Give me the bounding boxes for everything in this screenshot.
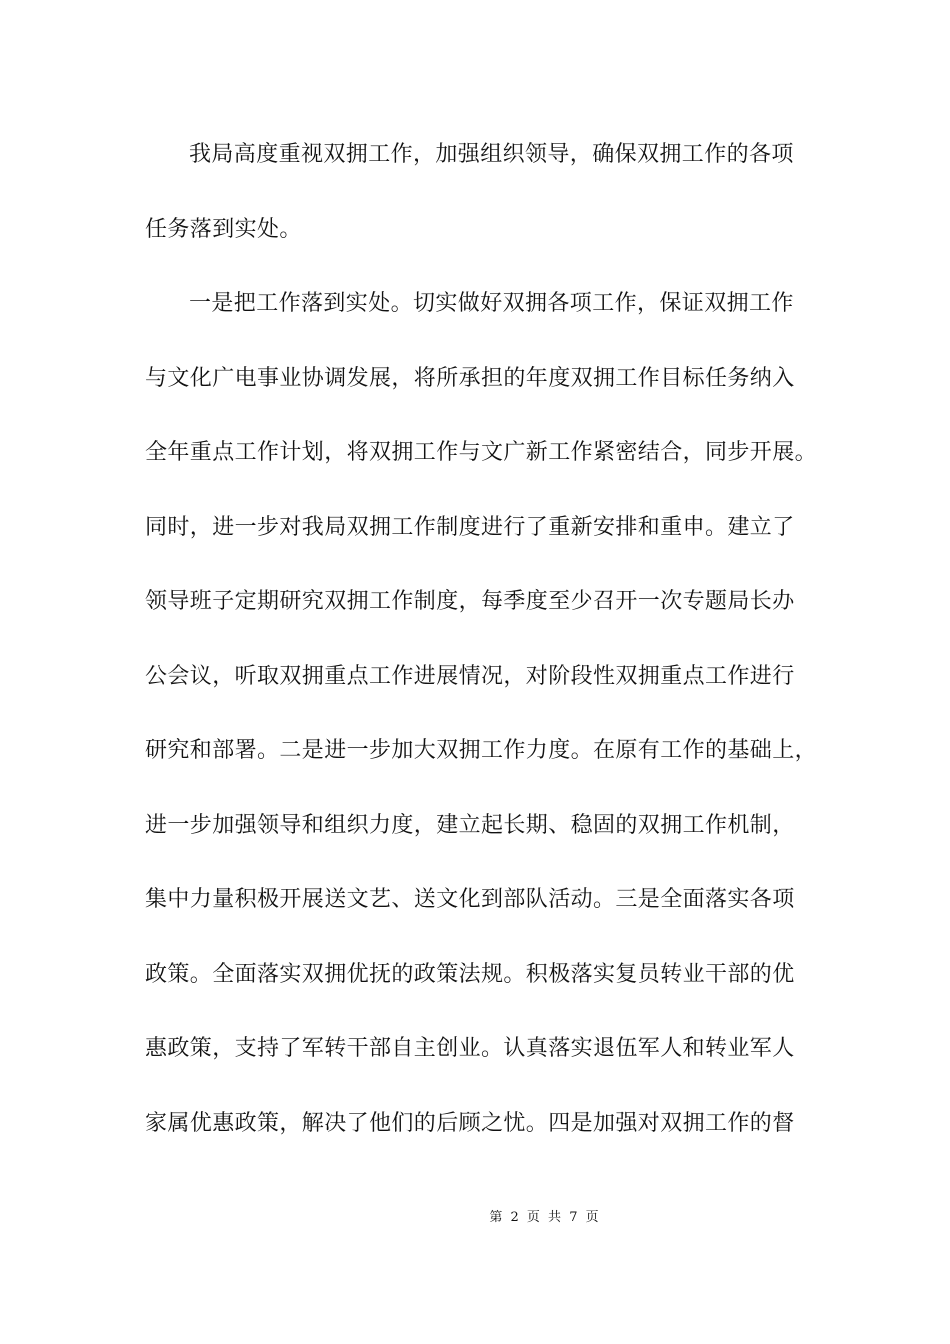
- text-line: 一是把工作落到实处。切实做好双拥各项工作，保证双拥工作: [189, 291, 794, 316]
- text-line: 与文化广电事业协调发展，将所承担的年度双拥工作目标任务纳入: [145, 365, 795, 391]
- body-text: [145, 132, 818, 1175]
- text-line: 家属优惠政策，解决了他们的后顾之忧。四是加强对双拥工作的督: [145, 1110, 795, 1136]
- text-line: 我局高度重视双拥工作，加强组织领导，确保双拥工作的各项: [189, 142, 794, 167]
- text-line: 全年重点工作计划，将双拥工作与文广新工作紧密结合，同步开展。: [145, 440, 818, 465]
- text-line: 同时，进一步对我局双拥工作制度进行了重新安排和重申。建立了: [145, 514, 795, 540]
- text-line: 集中力量积极开展送文艺、送文化到部队活动。三是全面落实各项: [145, 887, 795, 912]
- text-line: 任务落到实处。: [145, 216, 302, 242]
- text-line: 领导班子定期研究双拥工作制度，每季度至少召开一次专题局长办: [145, 589, 795, 614]
- page-number-footer: 第 2 页 共 7 页: [489, 1210, 601, 1225]
- text-line: 政策。全面落实双拥优抚的政策法规。积极落实复员转业干部的优: [145, 961, 795, 987]
- text-line: 公会议，听取双拥重点工作进展情况，对阶段性双拥重点工作进行: [145, 663, 795, 689]
- text-line: 惠政策，支持了军转干部自主创业。认真落实退伍军人和转业军人: [145, 1036, 795, 1061]
- text-line: 研究和部署。二是进一步加大双拥工作力度。在原有工作的基础上，: [145, 738, 818, 763]
- text-line: 进一步加强领导和组织力度，建立起长期、稳固的双拥工作机制，: [145, 812, 795, 838]
